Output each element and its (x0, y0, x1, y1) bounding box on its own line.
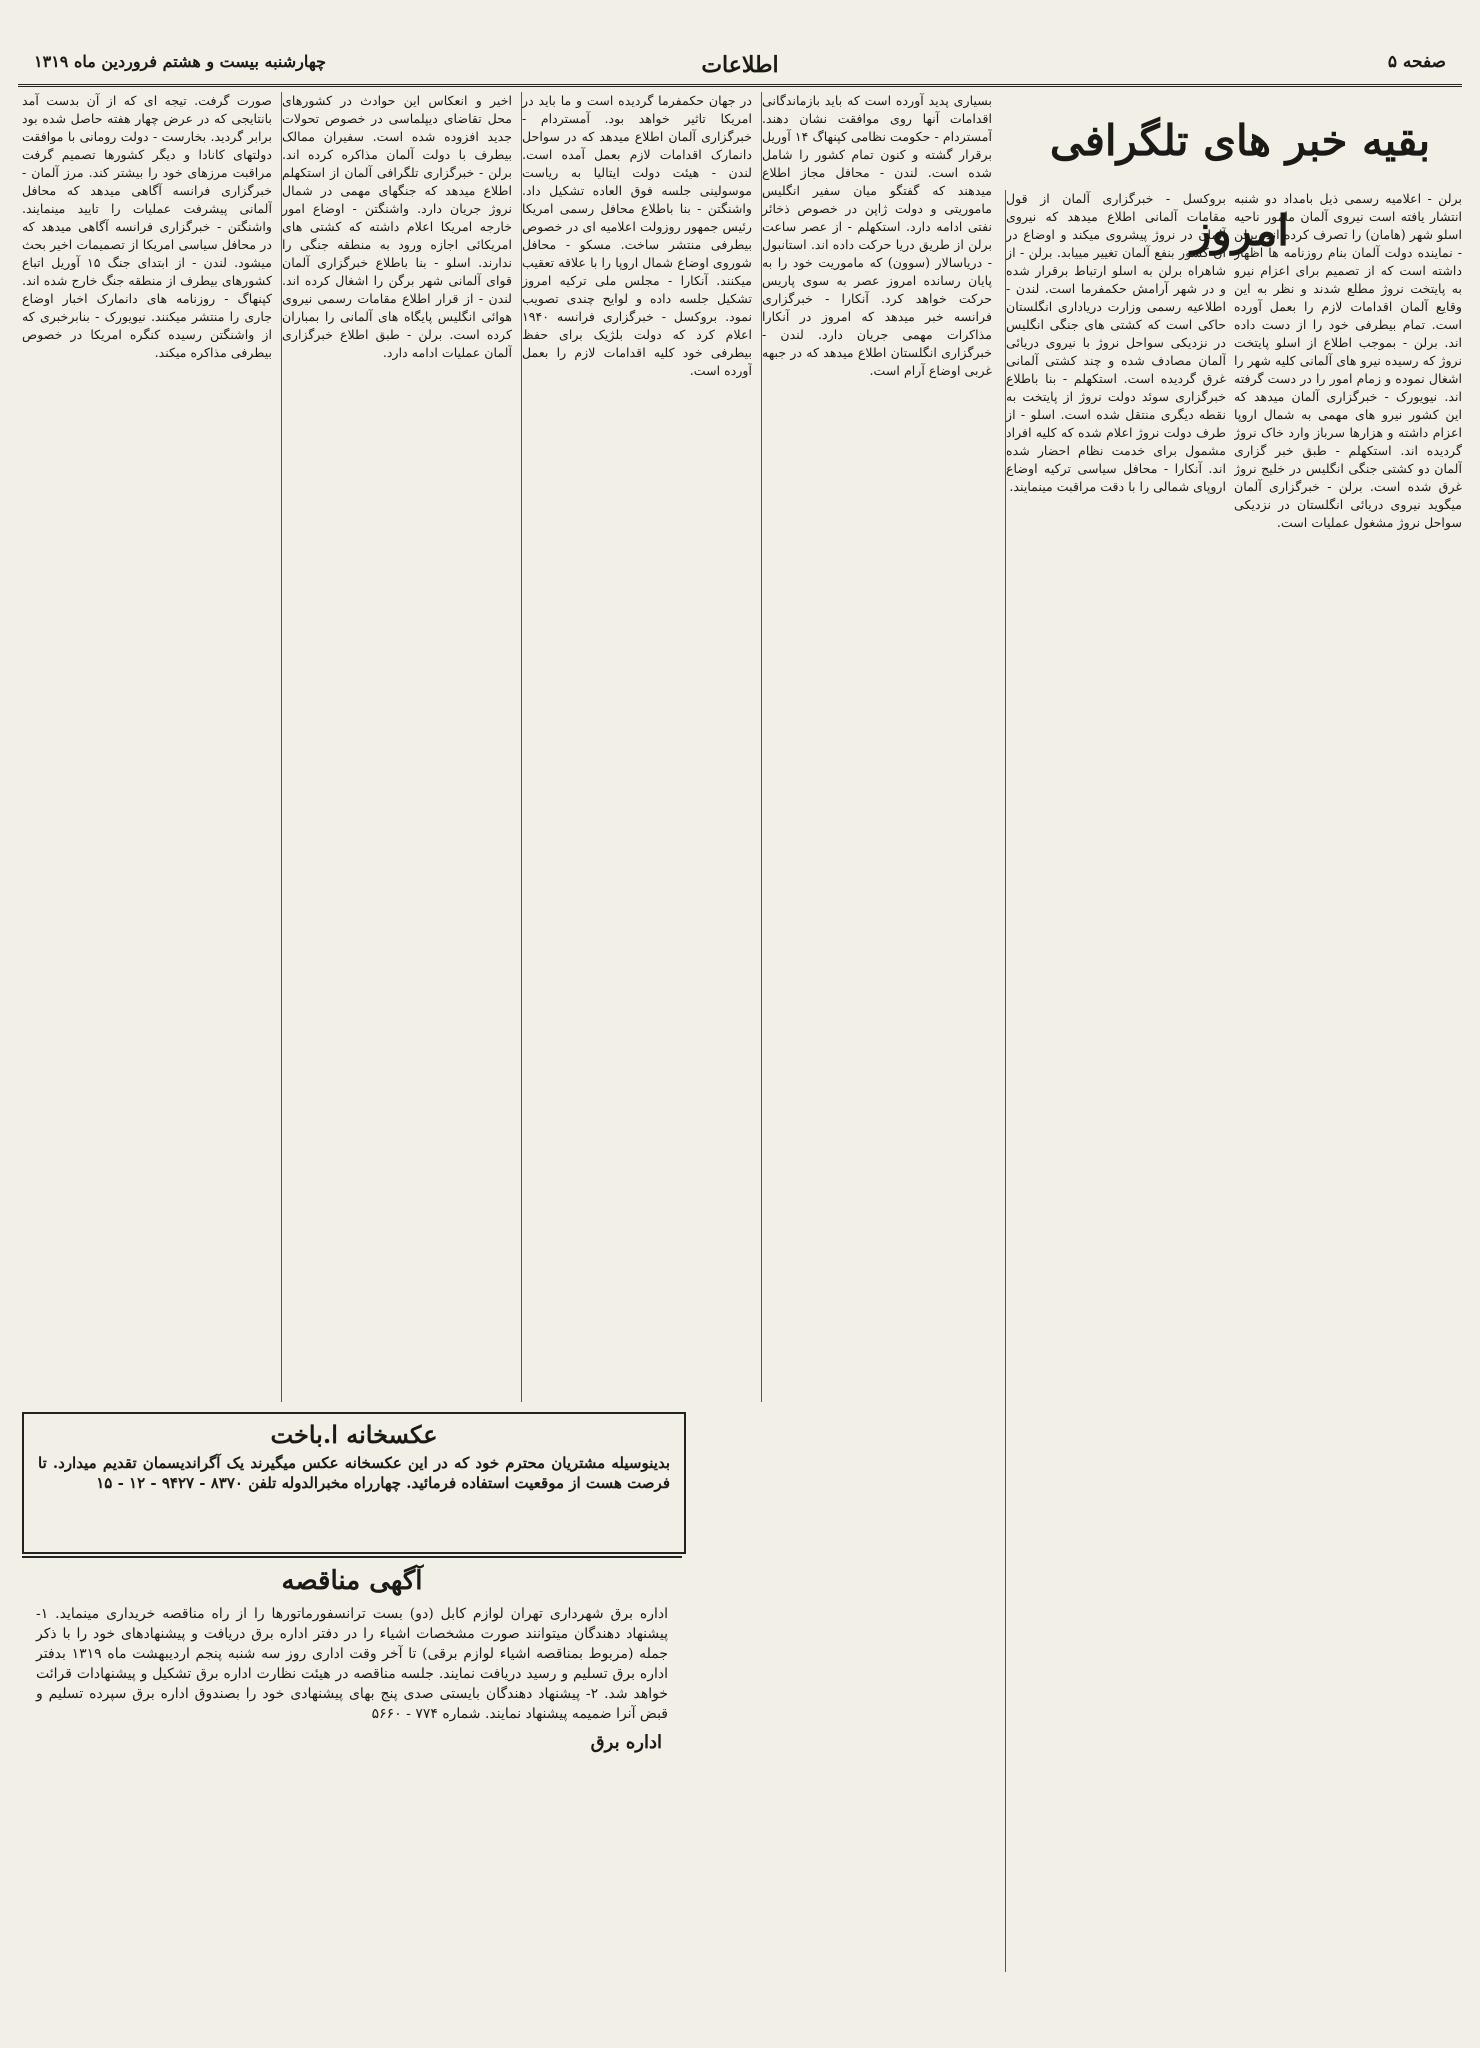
column-text: بسیاری پدید آورده است که باید بازماندگانی اقدامات آنها روی موافقت نشان دهند. آمستردام - حکومت نظامی کپنهاگ ۱۴ آوریل برقرار گشته و کنون تمام کشور را شامل شده است. لندن - محافل مجاز اطلاع میدهند که گفتگو میان سفیر انگلیس ماموریتی و دولت ژاپن در خصوص ذخائر نفتی ادامه دارد. استکهلم - از عصر ساعت برلن از طریق دریا حرکت داده اند. استانبول - دریاسالار (سوون) که ماموریت خود را به پایان رسانده امروز عصر به سوی پاریس حرکت خواهد کرد. آنکارا - خبرگزاری فرانسه خبر میدهد که امروز در آنکارا مذاکرات مهمی جریان دارد. لندن - خبرگزاری انگلستان اطلاع میدهد که در جبهه غربی اوضاع آرام است. (762, 93, 992, 378)
news-column-6 (22, 92, 272, 1402)
column-text: در جهان حکمفرما گردیده است و ما باید در امریکا تاثیر خواهد بود. آمستردام - خبرگزاری آلمان اطلاع میدهد که در سواحل دانمارک اقدامات لازم بعمل آمده است. لندن - هیئت دولت ایتالیا به ریاست موسولینی جلسه فوق العاده تشکیل داد. واشنگتن - بنا باطلاع محافل رسمی امریکا رئیس جمهور روزولت اعلامیه ای در خصوص بیطرفی منتشر ساخت. مسکو - محافل شوروی اوضاع شمال اروپا را با علاقه تعقیب میکنند. آنکارا - مجلس ملی ترکیه امروز تشکیل جلسه داده و لوایح چندی تصویب نمود. بروکسل - خبرگزاری فرانسه ۱۹۴۰ اعلام کرد که دولت بلژیک برای حفظ بیطرفی خود کلیه اقدامات لازم را بعمل آورده است. (522, 93, 752, 378)
masthead (18, 44, 1462, 87)
tender-notice (22, 1556, 682, 2038)
column-text: بروکسل - خبرگزاری آلمان از قول مقامات آلمانی اطلاع میدهد که نیروی آلمان در نروژ پیشروی میکند و اوضاع در آن کشور بنفع آلمان تغییر مییابد. برلن - از شاهراه برلن به اسلو ارتباط برقرار شده و در شهر آرامش حکمفرما است. لندن - اطلاعیه رسمی وزارت دریاداری انگلستان حاکی است که کشتی های جنگی انگلیس در نزدیکی سواحل نروژ با نیروی دریائی آلمان مصادف شده و چند کشتی آلمانی غرق گردیده است. استکهلم - بنا باطلاع خبرگزاری سوئد دولت نروژ از پایتخت به نقطه دیگری منتقل شده است. اسلو - از طرف دولت نروژ اعلام شده که کلیه افراد مشمول برای خدمت نظام احضار شده اند. آنکارا - محافل سیاسی ترکیه اوضاع اروپای شمالی را با دقت مراقبت مینمایند. (1006, 191, 1226, 494)
tender-signature: اداره برق (590, 1732, 662, 1753)
tender-body: اداره برق شهرداری تهران لوازم کابل (دو) بست ترانسفورماتورها را از راه مناقصه خریداری مینماید. ۱- پیشنهاد دهندگان میتوانند صورت مشخصات اشیاء را در دفتر اداره برق دریافت و پیشنهادهای خود را با ذکر جمله (مربوط بمناقصه اشیاء لوازم برقی) تا آخر وقت اداری روز سه شنبه پنجم اردیبهشت ماه ۱۳۱۹ بدفتر اداره برق تسلیم و رسید دریافت نمایند. جلسه مناقصه در هیئت نظارت اداره برق تشکیل و پیشنهادات قرائت خواهد شد. ۲- پیشنهاد دهندگان بایستی صدی پنج بهای پیشنهادی خود را بصندوق اداره برق سپرده تسلیم و قبض آنرا ضمیمه پیشنهاد نمایند. شماره ۷۷۴ - ۵۶۶۰ (36, 1606, 669, 1722)
news-column-1 (1234, 190, 1462, 1972)
column-text: اخیر و انعکاس این حوادث در کشورهای محل تقاضای دیپلماسی در خصوص تحولات جدید افزوده شده است. سفیران ممالک بیطرف با دولت آلمان مذاکره کرده اند. برلن - خبرگزاری تلگرافی آلمان از استکهلم اطلاع میدهد که جنگهای مهمی در شمال نروژ جریان دارد. واشنگتن - اوضاع امور خارجه امریکا اعلام داشته که کشتی های امریکائی اجازه ورود به منطقه جنگی را ندارند. اسلو - بنا باطلاع خبرگزاری آلمان قوای آلمانی شهر برگن را اشغال کرده اند. لندن - از قرار اطلاع مقامات رسمی نیروی هوائی انگلیس پایگاه های آلمانی را بمباران کرده است. برلن - طبق اطلاع خبرگزاری آلمان عملیات ادامه دارد. (282, 93, 512, 360)
photo-studio-ad (22, 1412, 686, 1554)
news-column-5 (281, 92, 512, 1402)
ad-body: بدینوسیله مشتریان محترم خود که در این عکسخانه عکس میگیرند یک آگراندیسمان تقدیم میدارد. تا فرصت هست از موقعیت استفاده فرمائید. چهارراه مخبرالدوله تلفن ۸۳۷۰ - ۹۴۲۷ - ۱۲ - ۱۵ (38, 1454, 670, 1492)
news-column-4 (521, 92, 752, 1402)
news-column-2 (1005, 190, 1226, 1972)
ad-title: عکسخانه ا.باخت (270, 1420, 438, 1449)
newspaper-name: اطلاعات (701, 52, 779, 78)
column-text: صورت گرفت. تیجه ای که از آن بدست آمد بانتایجی که در عرض چهار هفته حاصل شده بود برابر گردید. بخارست - دولت رومانی با موافقت دولتهای کانادا و دیگر کشورها تصمیم گرفت مراقبت مرزهای خود را بیشتر کند. مرز آلمان - خبرگزاری فرانسه آگاهی میدهد که محافل آلمانی پیشرفت عملیات را تایید مینمایند. واشنگتن - خبرگزاری فرانسه آگاهی میدهد که در محافل سیاسی امریکا از تصمیمات اخیر بحث میشود. لندن - از ابتدای جنگ ۱۵ آوریل اتباع کشورهای بیطرف از منطقه جنگ خارج شده اند. کپنهاگ - روزنامه های دانمارک اخبار اوضاع جاری را منتشر میکنند. نیویورک - بنابرخبری که از واشنگتن رسیده کنگره امریکا در خصوص بیطرفی مذاکره میکند. (22, 93, 272, 360)
headline-banner: بقیه خبر های تلگرافی امروز (1049, 116, 1431, 255)
issue-date: چهارشنبه بیست و هشتم فروردین ماه ۱۳۱۹ (34, 52, 326, 71)
page-number: صفحه ۵ (1387, 52, 1446, 72)
news-column-3 (761, 92, 992, 1402)
column-text: برلن - اعلامیه رسمی ذیل بامداد دو شنبه انتشار یافته است نیروی آلمان مامور ناحیه اسلو شهر (هامان) را تصرف کرده اند. برلن - نماینده دولت آلمان بنام روزنامه ها اظهار داشته است که از تصمیم برای اعزام نیرو به پایتخت نروژ مطلع شدند و نظر به این وقایع آلمان اقدامات لازم را بعمل آورده است. تمام بیطرفی خود را از دست داده اند. برلن - بموجب اطلاع از اسلو پایتخت نروژ که رسیده نیرو های آلمانی کلیه شهر را اشغال نموده و زمام امور را در دست گرفته اند. نیویورک - خبرگزاری آلمان میدهد که این کشور نیرو های مهمی به شمال اروپا اعزام داشته و هزارها سرباز وارد خاک نروژ گردیده اند. استکهلم - طبق خبر گزاری آلمان دو کشتی جنگی انگلیس در خلیج نروژ غرق شده است. برلن - خبرگزاری آلمان میگوید نیروی دریائی انگلستان در نزدیکی سواحل نروژ مشغول عملیات است. (1234, 191, 1462, 530)
tender-title: آگهی مناقصه (281, 1566, 423, 1596)
